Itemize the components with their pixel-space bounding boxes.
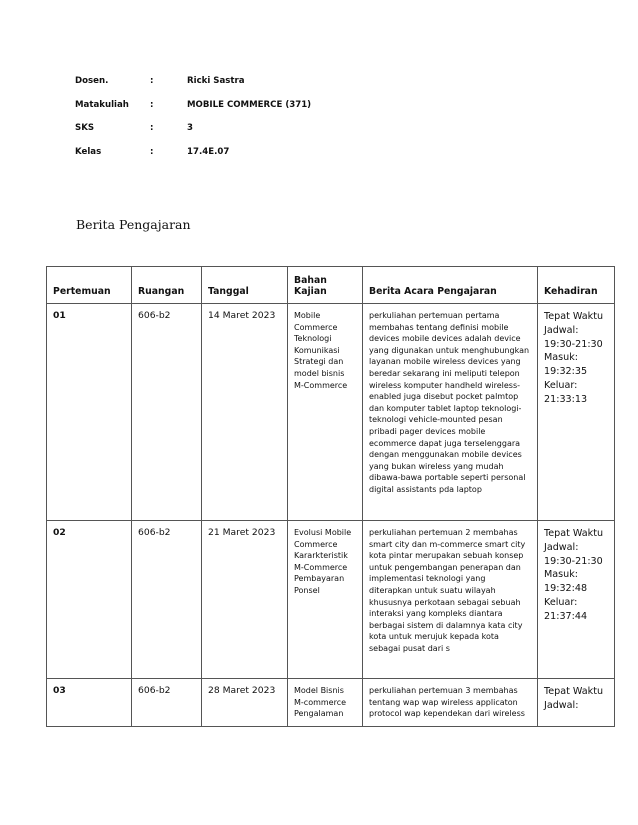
cell-ruangan: 606-b2 bbox=[132, 679, 202, 727]
cell-kehadiran: Tepat Waktu Jadwal: 19:30-21:30 Masuk: 19:32:48 Keluar: 21:37:44 bbox=[538, 521, 615, 679]
cell-pertemuan: 03 bbox=[47, 679, 132, 727]
cell-pertemuan: 01 bbox=[47, 304, 132, 521]
info-colon: : bbox=[150, 76, 154, 86]
header-bahan-kajian: Bahan Kajian bbox=[288, 267, 363, 304]
cell-pertemuan: 02 bbox=[47, 521, 132, 679]
info-value: 3 bbox=[187, 123, 193, 134]
section-title: Berita Pengajaran bbox=[76, 217, 191, 232]
cell-tanggal: 28 Maret 2023 bbox=[202, 679, 288, 727]
cell-tanggal: 14 Maret 2023 bbox=[202, 304, 288, 521]
info-value: 17.4E.07 bbox=[187, 147, 230, 158]
info-key: Matakuliah bbox=[75, 99, 129, 110]
cell-kehadiran: Tepat Waktu Jadwal: bbox=[538, 679, 615, 727]
cell-ruangan: 606-b2 bbox=[132, 521, 202, 679]
header-tanggal: Tanggal bbox=[202, 267, 288, 304]
cell-bahan-kajian: Mobile Commerce Teknologi Komunikasi Strategi dan model bisnis M-Commerce bbox=[288, 304, 363, 521]
info-key: SKS bbox=[75, 123, 95, 134]
header-pertemuan: Pertemuan bbox=[47, 267, 132, 304]
info-value: MOBILE COMMERCE (371) bbox=[187, 99, 312, 110]
teaching-report-table bbox=[46, 266, 615, 727]
info-colon: : bbox=[150, 147, 154, 158]
cell-berita-acara: perkuliahan pertemuan 3 membahas tentang wap wap wireless applicaton protocol wap kependekan dari wireless bbox=[363, 679, 538, 727]
cell-bahan-kajian: Model Bisnis M-commerce Pengalaman bbox=[288, 679, 363, 727]
header-ruangan: Ruangan bbox=[132, 267, 202, 304]
table-header-row bbox=[47, 267, 615, 304]
cell-bahan-kajian: Evolusi Mobile Commerce Kararkteristik M-Commerce Pembayaran Ponsel bbox=[288, 521, 363, 679]
info-colon: : bbox=[150, 99, 154, 110]
table-row bbox=[47, 304, 615, 521]
info-key: Dosen. bbox=[75, 76, 109, 86]
cell-ruangan: 606-b2 bbox=[132, 304, 202, 521]
cell-tanggal: 21 Maret 2023 bbox=[202, 521, 288, 679]
cell-kehadiran: Tepat Waktu Jadwal: 19:30-21:30 Masuk: 19:32:35 Keluar: 21:33:13 bbox=[538, 304, 615, 521]
header-berita-acara: Berita Acara Pengajaran bbox=[363, 267, 538, 304]
info-key: Kelas bbox=[75, 147, 102, 158]
info-colon: : bbox=[150, 123, 154, 134]
table-row bbox=[47, 679, 615, 727]
cell-berita-acara: perkuliahan pertemuan pertama membahas tentang definisi mobile devices mobile devices adalah device yang digunakan untuk menghubungkan layanan mobile wireless devices yang beredar sekarang ini meliputi telepon wireless komputer handheld wireless-enabled juga disebut pocket palmtop dan komputer tablet laptop teknologi-teknologi vehicle-mounted pesan pribadi pager devices mobile ecommerce dapat juga terselenggara dengan menggunakan mobile devices yang bukan wireless yang mudah dibawa-bawa portable seperti personal digital assistants pda laptop bbox=[363, 304, 538, 521]
header-kehadiran: Kehadiran bbox=[538, 267, 615, 304]
info-value: Ricki Sastra bbox=[187, 76, 245, 86]
cell-berita-acara: perkuliahan pertemuan 2 membahas smart city dan m-commerce smart city kota pintar merupakan sebuah konsep untuk pengembangan penerapan dan implementasi teknologi yang diterapkan untuk suatu wilayah khususnya perkotaan sebagai sebuah interaksi yang kompleks diantara berbagai sistem di dalamnya kata city kota untuk merujuk kepada kota sebagai pusat dari s bbox=[363, 521, 538, 679]
table-row bbox=[47, 521, 615, 679]
